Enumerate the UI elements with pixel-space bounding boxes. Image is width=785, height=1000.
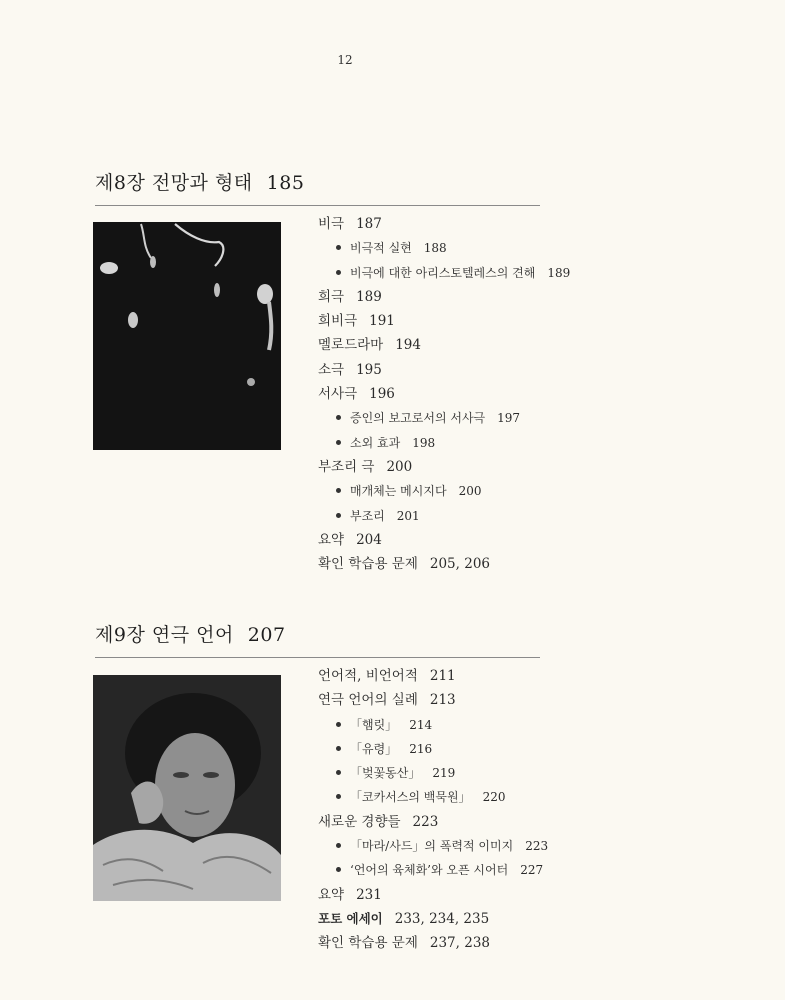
toc-subentry[interactable]: 소외 효과 198 — [318, 431, 570, 455]
toc-subentry[interactable]: ‘언어의 육체화’와 오픈 시어터 227 — [318, 858, 548, 882]
chapter-9-toc — [318, 664, 548, 956]
toc-subentry[interactable]: 「코카서스의 백묵원」 220 — [318, 785, 548, 809]
toc-subentry[interactable]: 「마라/사드」의 폭력적 이미지 223 — [318, 834, 548, 858]
chapter-8-photo — [93, 222, 281, 450]
chapter-8-header — [95, 168, 540, 206]
toc-subentry[interactable]: 「햄릿」 214 — [318, 713, 548, 737]
chapter-title: 제8장 전망과 형태 — [95, 172, 253, 194]
toc-subentry[interactable]: 매개체는 메시지다 200 — [318, 479, 570, 503]
toc-entry[interactable]: 멜로드라마 194 — [318, 337, 421, 354]
toc-subentry[interactable]: 비극적 실현 188 — [318, 236, 570, 260]
toc-entry[interactable]: 언어적, 비언어적 211 — [318, 668, 456, 684]
stage-photo-image — [93, 222, 281, 450]
toc-entry[interactable]: 요약 204 — [318, 531, 382, 548]
chapter-title: 제9장 연극 언어 — [95, 624, 234, 646]
chapter-9-photo — [93, 675, 281, 901]
toc-subentry[interactable]: 증인의 보고로서의 서사극 197 — [318, 406, 570, 430]
toc-entry[interactable]: 새로운 경향들 223 — [318, 813, 439, 830]
page-number: 12 — [337, 53, 353, 67]
toc-entry[interactable]: 소극 195 — [318, 361, 382, 378]
actress-portrait-image — [93, 675, 281, 901]
chapter-page: 185 — [266, 172, 305, 194]
chapter-9-header — [95, 620, 540, 658]
toc-subentry[interactable]: 「유령」 216 — [318, 737, 548, 761]
toc-entry[interactable]: 확인 학습용 문제 237, 238 — [318, 935, 490, 952]
chapter-page: 207 — [247, 624, 286, 646]
toc-entry[interactable]: 서사극 196 — [318, 386, 395, 403]
chapter-heading — [95, 620, 540, 658]
toc-entry[interactable]: 확인 학습용 문제 205, 206 — [318, 556, 490, 573]
toc-subentry[interactable]: 부조리 201 — [318, 504, 570, 528]
toc-entry[interactable]: 비극 187 — [318, 216, 382, 232]
toc-entry[interactable]: 희극 189 — [318, 288, 382, 305]
chapter-8-toc — [318, 212, 570, 576]
chapter-heading — [95, 168, 540, 206]
toc-entry[interactable]: 요약 231 — [318, 886, 382, 903]
toc-entry[interactable]: 연극 언어의 실례 213 — [318, 692, 456, 709]
toc-entry[interactable]: 포토 에세이 233, 234, 235 — [318, 910, 490, 927]
toc-subentry[interactable]: 「벚꽃동산」 219 — [318, 761, 548, 785]
toc-entry[interactable]: 희비극 191 — [318, 313, 395, 330]
toc-entry[interactable]: 부조리 극 200 — [318, 458, 413, 475]
toc-subentry[interactable]: 비극에 대한 아리스토텔레스의 견해 189 — [318, 261, 570, 285]
